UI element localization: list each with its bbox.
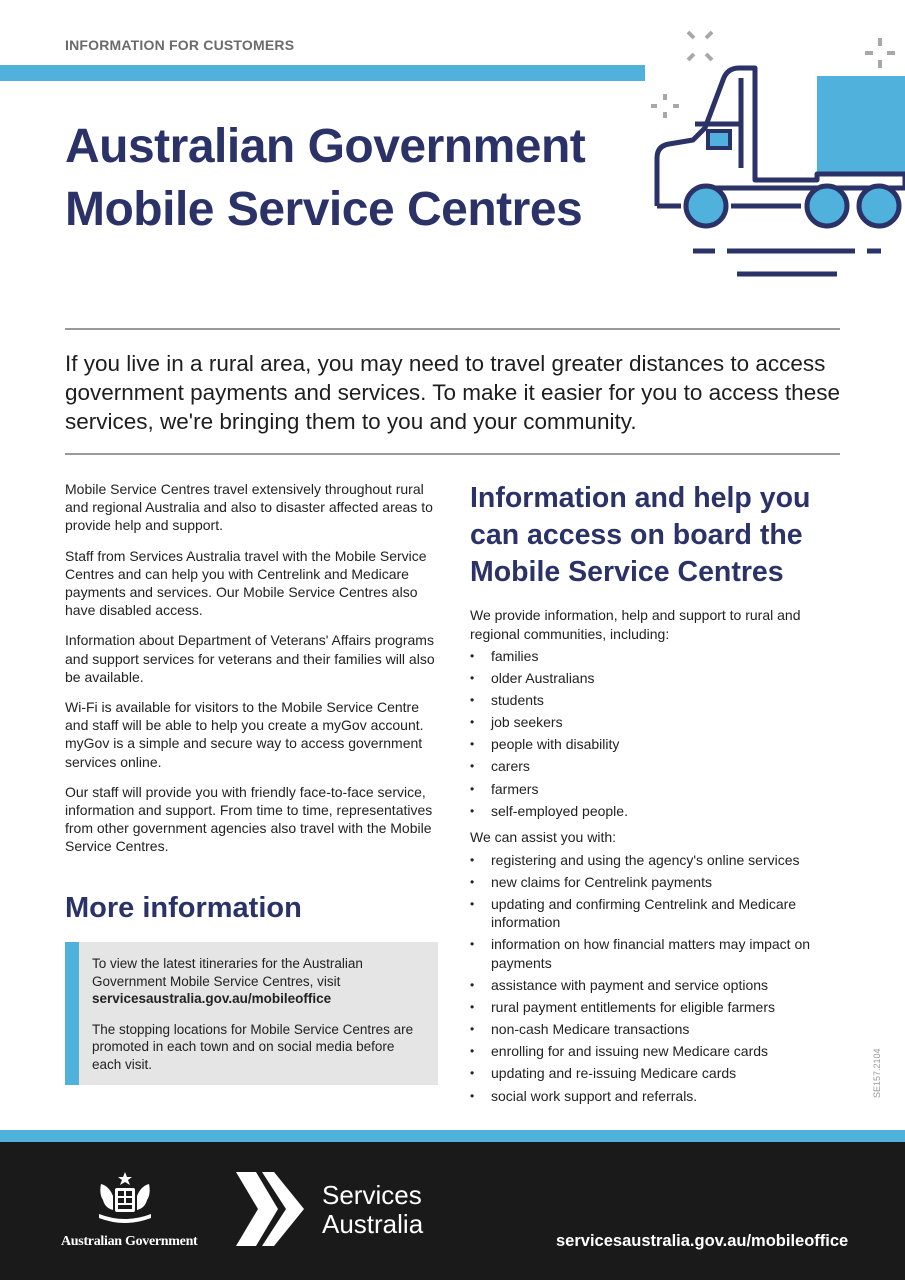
communities-intro: We provide information, help and support to rural and regional communities, including: (470, 607, 801, 642)
truck-icon (645, 28, 905, 288)
top-accent-bar (0, 65, 645, 81)
list-item: • assistance with payment and service options (470, 976, 845, 995)
right-column (470, 606, 845, 1111)
agency-name-line-2: Australia (322, 1209, 424, 1239)
footer-website-link[interactable]: servicesaustralia.gov.au/mobileoffice (556, 1232, 849, 1250)
list-item: • students (470, 691, 845, 710)
title-line-1: Australian Government (65, 120, 586, 173)
right-heading-line-1: Information and help you (470, 482, 811, 514)
list-item: • people with disability (470, 735, 845, 754)
agency-name-line-1: Services (322, 1180, 422, 1210)
title-line-2: Mobile Service Centres (65, 183, 583, 236)
list-item: • registering and using the agency's online services (470, 851, 845, 870)
communities-list (470, 647, 845, 820)
list-item: • new claims for Centrelink payments (470, 873, 845, 892)
top-label: INFORMATION FOR CUSTOMERS (65, 37, 295, 53)
services-australia-wordmark (322, 1181, 423, 1239)
page-title (65, 115, 645, 241)
list-item: • social work support and referrals. (470, 1087, 845, 1106)
coat-of-arms-icon (95, 1170, 155, 1228)
left-paragraph-4: Wi-Fi is available for visitors to the Mobile Service Centre and staff will be able to help you create a myGov account. myGov is a simple and secure way to access government services online. (65, 699, 424, 770)
left-paragraph-3: Information about Department of Veterans' Affairs programs and support services for veterans and their families will also be available. (65, 632, 435, 685)
assistance-list (470, 851, 845, 1105)
list-item: • self-employed people. (470, 802, 845, 821)
list-item: • older Australians (470, 669, 845, 688)
list-item: • information on how financial matters may impact on payments (470, 935, 845, 972)
callout-link[interactable]: servicesaustralia.gov.au/mobileoffice (92, 991, 332, 1006)
left-column (65, 480, 440, 868)
list-item: • non-cash Medicare transactions (470, 1020, 845, 1039)
divider-top (65, 328, 840, 330)
more-information-heading: More information (65, 892, 302, 924)
info-callout-box (65, 942, 438, 1085)
list-item: • farmers (470, 780, 845, 799)
divider-bottom (65, 453, 840, 455)
right-heading-line-3: Mobile Service Centres (470, 556, 784, 588)
callout-text-1 (92, 955, 427, 1008)
callout-intro: To view the latest itineraries for the Australian Government Mobile Service Centres, visit (92, 956, 363, 989)
assistance-intro: We can assist you with: (470, 829, 617, 846)
left-paragraph-2: Staff from Services Australia travel with the Mobile Service Centres and can help you with Centrelink and Medicare payments and services. Our Mobile Service Centres also have disabled access. (65, 547, 427, 619)
services-australia-logo-icon (234, 1170, 306, 1248)
right-heading (470, 480, 850, 591)
right-heading-line-2: can access on board the (470, 519, 803, 551)
list-item: • job seekers (470, 713, 845, 732)
left-paragraph-5: Our staff will provide you with friendly face-to-face service, information and support. From time to time, representatives from other government agencies also travel with the Mobile Service Centres. (65, 783, 433, 855)
list-item: • families (470, 647, 845, 666)
callout-accent-bar (65, 942, 79, 1085)
left-paragraph-1: Mobile Service Centres travel extensively throughout rural and regional Australia and also to disaster affected areas to provide help and support. (65, 481, 433, 534)
list-item: • enrolling for and issuing new Medicare cards (470, 1042, 845, 1061)
australian-government-wordmark: Australian Government (61, 1234, 198, 1249)
footer-accent-stripe (0, 1130, 905, 1142)
callout-text-2: The stopping locations for Mobile Service Centres are promoted in each town and on social media before each visit. (92, 1021, 414, 1072)
list-item: • updating and confirming Centrelink and Medicare information (470, 895, 845, 932)
lead-paragraph: If you live in a rural area, you may need to travel greater distances to access government payments and services. To make it easier for you to access these services, we're bringing them to you and your community. (65, 351, 840, 434)
list-item: • carers (470, 757, 845, 776)
list-item: • updating and re-issuing Medicare cards (470, 1064, 845, 1083)
document-code: SE157.2104 (872, 1048, 882, 1098)
list-item: • rural payment entitlements for eligible farmers (470, 998, 845, 1017)
